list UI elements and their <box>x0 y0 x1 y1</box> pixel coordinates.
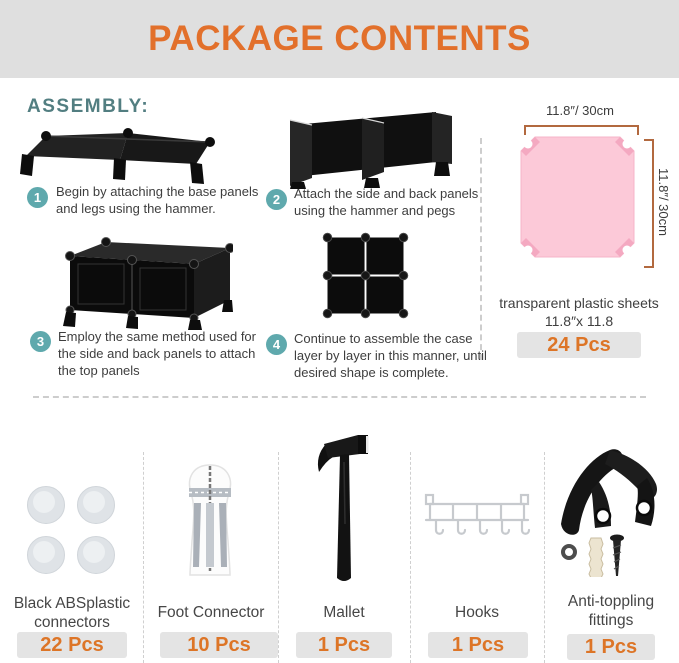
step-number-badge: 3 <box>30 331 51 352</box>
base-panels-illustration <box>18 116 223 192</box>
anti-toppling-straps-icon <box>555 442 667 577</box>
qty-badge: 10 Pcs <box>160 632 278 658</box>
item-label: Foot Connector <box>157 604 265 621</box>
assembly-heading: ASSEMBLY: <box>27 96 150 117</box>
section-divider-horizontal <box>33 396 646 398</box>
pink-plastic-sheet-illustration <box>518 134 637 260</box>
step-text: Continue to assemble the case layer by layer in this manner, until desired shape is complete. <box>294 331 487 381</box>
height-dimension-bracket <box>644 139 654 268</box>
side-back-panels-illustration <box>276 98 461 190</box>
connectors-icon <box>21 480 121 580</box>
mallet-icon <box>314 428 374 588</box>
cube-shelf-illustration <box>48 230 233 330</box>
cube-grid-illustration <box>318 228 413 323</box>
item-label: Anti-toppling fittings <box>567 593 655 630</box>
qty-badge: 1 Pcs <box>567 634 655 660</box>
qty-badge: 1 Pcs <box>296 632 392 658</box>
item-label: Mallet <box>323 604 365 621</box>
sheet-name: transparent plastic sheets <box>499 295 659 311</box>
step-number-badge: 4 <box>266 334 287 355</box>
step-text: Begin by attaching the base panels and legs using the hammer. <box>56 184 259 217</box>
step-number-badge: 2 <box>266 189 287 210</box>
page-title: PACKAGE CONTENTS <box>148 19 531 58</box>
item-divider <box>278 452 279 663</box>
qty-badge: 1 Pcs <box>428 632 528 658</box>
height-dimension-label: 11.8″/ 30cm <box>656 168 671 236</box>
title-banner <box>0 0 679 78</box>
qty-badge: 22 Pcs <box>17 632 127 658</box>
item-divider <box>410 452 411 663</box>
item-divider <box>544 452 545 663</box>
item-divider <box>143 452 144 663</box>
step-text: Attach the side and back panels using the hammer and pegs <box>294 186 479 219</box>
step-text: Employ the same method used for the side and back panels to attach the top panels <box>58 329 256 379</box>
step-number-badge: 1 <box>27 187 48 208</box>
item-label: Hooks <box>455 604 499 621</box>
item-label: Black ABSplastic connectors <box>13 595 131 632</box>
sheet-qty-badge: 24 Pcs <box>517 332 641 358</box>
width-dimension-label: 11.8″/ 30cm <box>546 103 614 118</box>
hooks-icon <box>422 492 532 542</box>
sheet-size: 11.8″x 11.8 <box>544 313 614 329</box>
foot-connector-icon <box>182 463 238 583</box>
